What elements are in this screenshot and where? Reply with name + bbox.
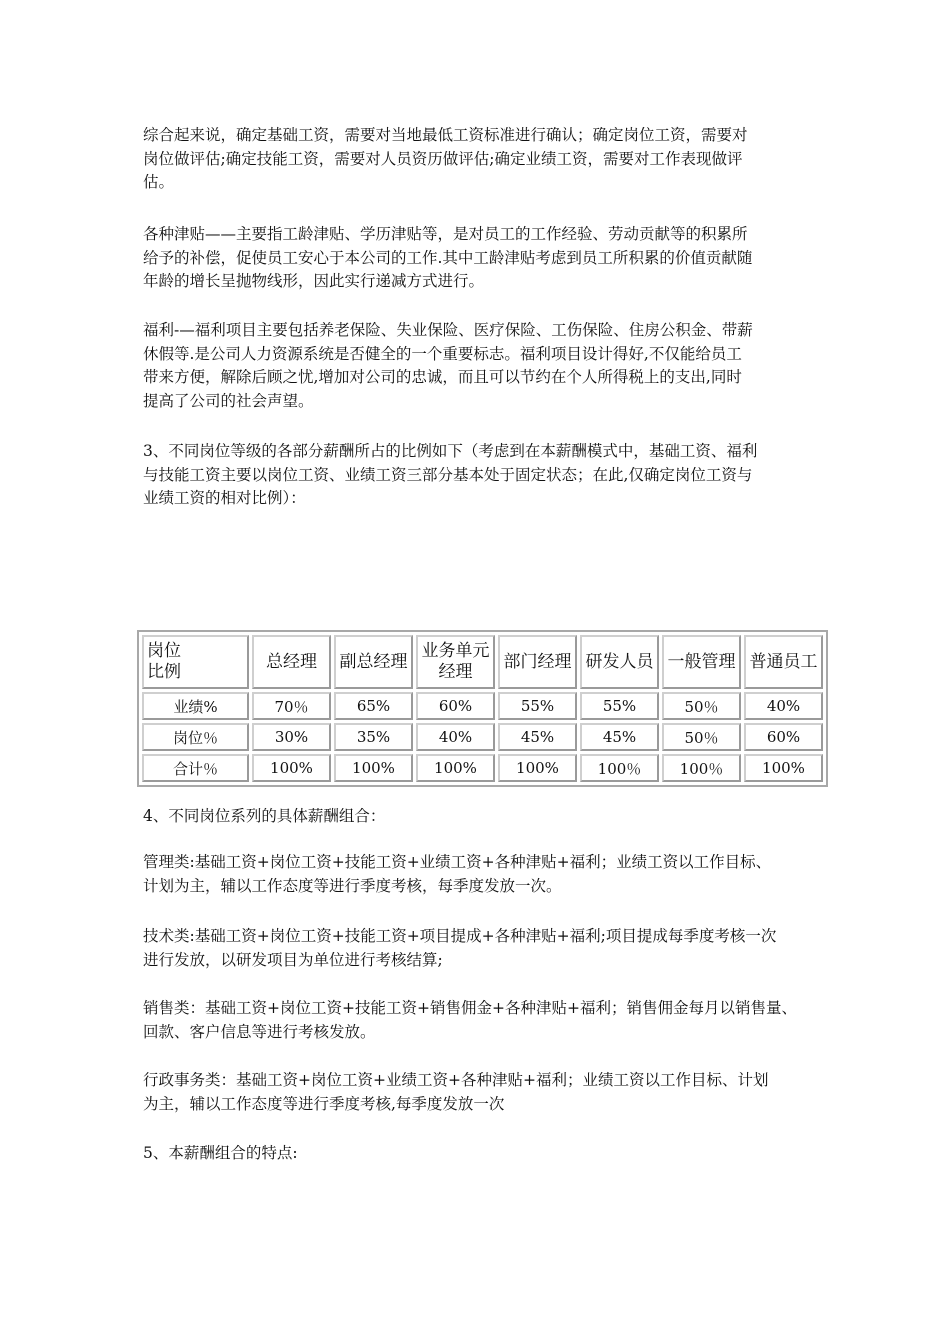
paragraph-section-3 [143,440,823,511]
table-cell: 40% [744,692,823,720]
table-cell: 40% [416,723,495,751]
paragraph-allowances [143,223,823,294]
paragraph-technical [143,925,823,972]
table-cell: 100% [252,754,331,782]
paragraph-basic-salary [143,124,823,195]
text-line: 岗位做评估;确定技能工资，需要对人员资历做评估;确定业绩工资，需要对工作表现做评 [143,149,743,168]
row-label: 合计％ [142,754,249,782]
text-line: 年龄的增长呈抛物线形，因此实行递减方式进行。 [143,272,485,290]
text-line: 4、不同岗位系列的具体薪酬组合： [143,807,386,825]
paragraph-welfare [143,319,823,413]
text-line: 综合起来说，确定基础工资，需要对当地最低工资标准进行确认；确定岗位工资，需要对 [143,126,748,144]
text-line: 回款、客户信息等进行考核发放。 [143,1022,376,1041]
table-corner-cell [142,635,249,689]
text-line: 给予的补偿，促使员工安心于本公司的工作.其中工龄津贴考虑到员工所积累的价值贡献随 [143,248,753,267]
table-cell: 45% [580,723,659,751]
column-header [252,635,331,689]
table-header-row [142,635,823,689]
paragraph-administrative [143,1069,823,1116]
ratio-table-wrapper [137,630,828,787]
text-line: 业绩工资的相对比例）： [143,489,306,507]
column-header [580,635,659,689]
column-header [744,635,823,689]
text-line: 福利-—福利项目主要包括养老保险、失业保险、医疗保险、工伤保险、住房公积金、带薪 [143,321,753,339]
corner-label-ratio: 比例 [147,662,181,682]
row-label: 业绩% [142,692,249,720]
paragraph-management [143,851,823,898]
text-line: 各种津贴——主要指工龄津贴、学历津贴等，是对员工的工作经验、劳动贡献等的积累所 [143,225,748,243]
table-cell: 35% [334,723,413,751]
column-header-text: 研发人员 [585,651,654,672]
text-line: 休假等.是公司人力资源系统是否健全的一个重要标志。福利项目设计得好,不仅能给员工 [143,344,742,363]
salary-ratio-table [137,630,828,787]
text-line: 为主，辅以工作态度等进行季度考核,每季度发放一次 [143,1094,505,1113]
table-cell: 30% [252,723,331,751]
column-header-text: 总经理 [266,651,317,672]
table-cell: 60% [744,723,823,751]
table-cell: 60% [416,692,495,720]
text-line: 技术类:基础工资+岗位工资+技能工资+项目提成+各种津贴+福利;项目提成每季度考核一次 [143,927,777,945]
table-cell: 55% [580,692,659,720]
corner-label-position: 岗位 [147,641,181,661]
column-header-text: 业务单元 [421,641,490,661]
table-row [142,692,823,720]
paragraph-section-5 [143,1142,823,1166]
table-cell: 65% [334,692,413,720]
table-cell: 100% [744,754,823,782]
text-line: 行政事务类：基础工资+岗位工资+业绩工资+各种津贴+福利；业绩工资以工作目标、计划 [143,1071,769,1089]
table-cell: 100% [416,754,495,782]
table-cell: 100% [334,754,413,782]
column-header [662,635,741,689]
text-line: 提高了公司的社会声望。 [143,391,314,410]
table-cell: 100％ [662,754,741,782]
text-line: 销售类：基础工资+岗位工资+技能工资+销售佣金+各种津贴+福利；销售佣金每月以销售量、 [143,999,797,1017]
table-cell: 50％ [662,723,741,751]
table-cell: 70％ [252,692,331,720]
column-header-text: 经理 [438,662,473,682]
column-header [334,635,413,689]
table-cell: 100% [498,754,577,782]
text-line: 管理类:基础工资+岗位工资+技能工资+业绩工资+各种津贴+福利；业绩工资以工作目标、 [143,853,772,871]
row-label: 岗位％ [142,723,249,751]
table-cell: 100％ [580,754,659,782]
table-row [142,754,823,782]
column-header-text: 一般管理 [667,651,736,672]
column-header [498,635,577,689]
paragraph-sales [143,997,823,1044]
text-line: 3、不同岗位等级的各部分薪酬所占的比例如下（考虑到在本薪酬模式中，基础工资、福利 [143,442,758,460]
column-header-text: 副总经理 [339,651,408,672]
table-cell: 50％ [662,692,741,720]
table-row [142,723,823,751]
column-header-text: 部门经理 [503,651,572,672]
column-header [416,635,495,689]
text-line: 带来方便，解除后顾之忧,增加对公司的忠诚，而且可以节约在个人所得税上的支出,同时 [143,368,742,386]
table-cell: 45% [498,723,577,751]
text-line: 与技能工资主要以岗位工资、业绩工资三部分基本处于固定状态；在此,仅确定岗位工资与 [143,465,753,484]
table-cell: 55% [498,692,577,720]
text-line: 估。 [143,173,175,191]
text-line: 计划为主，辅以工作态度等进行季度考核，每季度发放一次。 [143,876,562,895]
text-line: 5、本薪酬组合的特点: [143,1144,298,1162]
text-line: 进行发放，以研发项目为单位进行考核结算; [143,950,443,969]
paragraph-section-4 [143,805,823,829]
column-header-text: 普通员工 [749,651,818,672]
